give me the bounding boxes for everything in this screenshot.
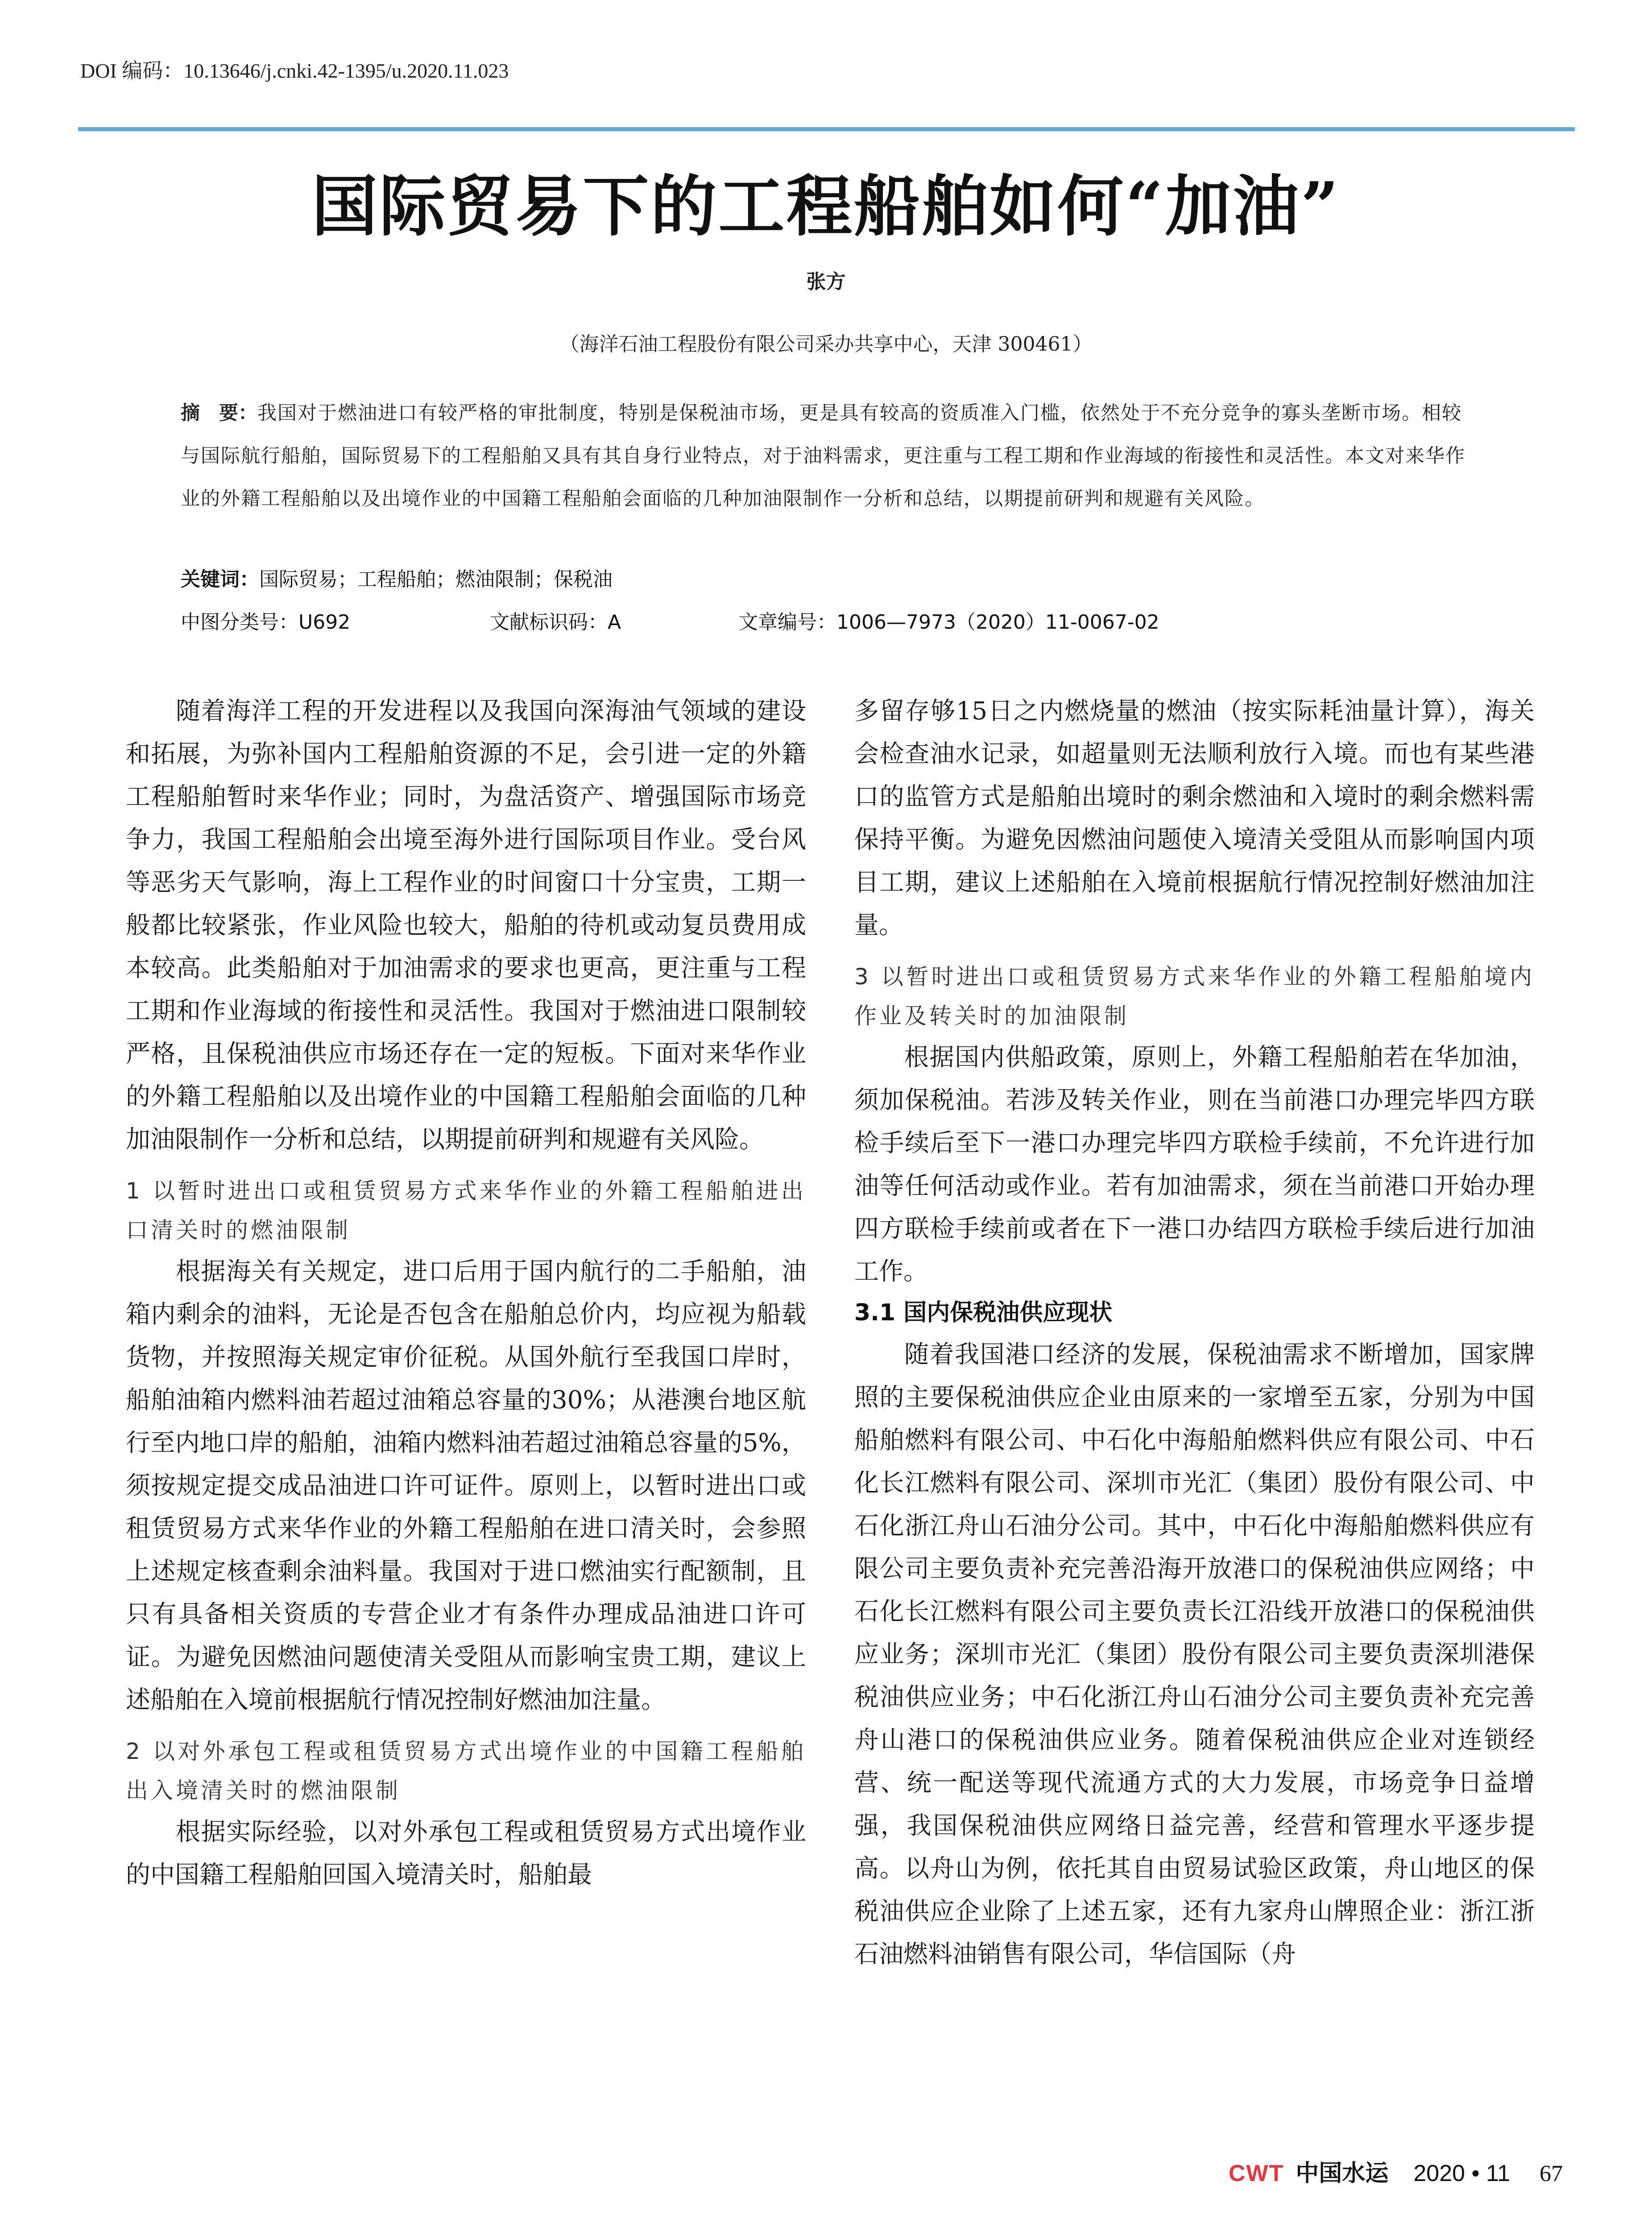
clc-number: 中图分类号：U692 (181, 611, 351, 634)
keywords-text: 国际贸易；工程船舶；燃油限制；保税油 (259, 568, 613, 591)
section-3-heading: 3 以暂时进出口或租赁贸易方式来华作业的外籍工程船舶境内作业及转关时的加油限制 (854, 964, 1535, 1029)
section-2-paragraph: 根据实际经验，以对外承包工程或租赁贸易方式出境作业的中国籍工程船舶回国入境清关时，船舶最 (126, 1817, 806, 1889)
doi-code: DOI 编码：10.13646/j.cnki.42-1395/u.2020.11.023 (80, 59, 509, 82)
continued-paragraph: 多留存够15日之内燃烧量的燃油（按实际耗油量计算），海关会检查油水记录，如超量则无法顺利放行入境。而也有某些港口的监管方式是船舶出境时的剩余燃油和入境时的剩余燃料需保持平衡。为避免因燃油问题使入境清关受阻从而影响国内项目工期，建议上述船舶在入境前根据航行情况控制好燃油加注量。 (854, 697, 1535, 939)
section-3-paragraph: 根据国内供船政策，原则上，外籍工程船舶若在华加油，须加保税油。若涉及转关作业，则在当前港口办理完毕四方联检手续后至下一港口办理完毕四方联检手续前，不允许进行加油等任何活动或作业。若有加油需求，须在当前港口开始办理四方联检手续前或者在下一港口办结四方联检手续后进行加油工作。 (854, 1043, 1535, 1286)
journal-name: 中国水运 (1296, 2160, 1389, 2187)
section-3-1-heading: 3.1 国内保税油供应现状 (854, 1299, 1113, 1326)
abstract-text: 我国对于燃油进口有较严格的审批制度，特别是保税油市场，更是具有较高的资质准入门槛，依然处于不充分竞争的寡头垄断市场。相较与国际航行船舶，国际贸易下的工程船舶又具有其自身行业特点，对于油料需求，更注重与工程工期和作业海域的衔接性和灵活性。本文对来华作业的外籍工程船舶以及出境作业的中国籍工程船舶会面临的几种加油限制作一分析和总结，以期提前研判和规避有关风险。 (181, 402, 1466, 510)
intro-paragraph: 随着海洋工程的开发进程以及我国向深海油气领域的建设和拓展，为弥补国内工程船舶资源的不足，会引进一定的外籍工程船舶暂时来华作业；同时，为盘活资产、增强国际市场竞争力，我国工程船舶会出境至海外进行国际项目作业。受台风等恶劣天气影响，海上工程作业的时间窗口十分宝贵，工期一般都比较紧张，作业风险也较大，船舶的待机或动复员费用成本较高。此类船舶对于加油需求的要求也更高，更注重与工程工期和作业海域的衔接性和灵活性。我国对于燃油进口限制较严格，且保税油供应市场还存在一定的短板。下面对来华作业的外籍工程船舶以及出境作业的中国籍工程船舶会面临的几种加油限制作一分析和总结，以期提前研判和规避有关风险。 (126, 697, 806, 1153)
body-column-left (126, 689, 806, 1896)
section-1-paragraph: 根据海关有关规定，进口后用于国内航行的二手船舶，油箱内剩余的油料，无论是否包含在船舶总价内，均应视为船载货物，并按照海关规定审价征税。从国外航行至我国口岸时，船舶油箱内燃料油若超过油箱总容量的30%；从港澳台地区航行至内地口岸的船舶，油箱内燃料油若超过油箱总容量的5%，须按规定提交成品油进口许可证件。原则上，以暂时进出口或租赁贸易方式来华作业的外籍工程船舶在进口清关时，会参照上述规定核查剩余油料量。我国对于进口燃油实行配额制，且只有具备相关资质的专营企业才有条件办理成品油进口许可证。为避免因燃油问题使清关受阻从而影响宝贵工期，建议上述船舶在入境前根据航行情况控制好燃油加注量。 (126, 1257, 806, 1714)
document-code: 文献标识码：A (490, 611, 621, 634)
article-number: 文章编号：1006—7973（2020）11-0067-02 (738, 611, 1159, 634)
header-rule (78, 127, 1575, 131)
keywords-line (181, 563, 613, 592)
body-column-right (854, 689, 1535, 1975)
journal-logo: CWT (1228, 2161, 1284, 2186)
issue-number: 2020 • 11 (1413, 2161, 1510, 2186)
page-number: 67 (1540, 2161, 1563, 2186)
keywords-label: 关键词： (181, 568, 259, 591)
abstract-label: 摘 要： (181, 402, 257, 424)
section-3-1-paragraph: 随着我国港口经济的发展，保税油需求不断增加，国家牌照的主要保税油供应企业由原来的一家增至五家，分别为中国船舶燃料有限公司、中石化中海船舶燃料供应有限公司、中石化长江燃料有限公司、深圳市光汇（集团）股份有限公司、中石化浙江舟山石油分公司。其中，中石化中海船舶燃料供应有限公司主要负责补充完善沿海开放港口的保税油供应网络；中石化长江燃料有限公司主要负责长江沿线开放港口的保税油供应业务；深圳市光汇（集团）股份有限公司主要负责深圳港保税油供应业务；中石化浙江舟山石油分公司主要负责补充完善舟山港口的保税油供应业务。随着保税油供应企业对连锁经营、统一配送等现代流通方式的大力发展，市场竞争日益增强，我国保税油供应网络日益完善，经营和管理水平逐步提高。以舟山为例，依托其自由贸易试验区政策，舟山地区的保税油供应企业除了上述五家，还有九家舟山牌照企业：浙江浙石油燃料油销售有限公司，华信国际（舟 (854, 1340, 1535, 1968)
section-2-heading: 2 以对外承包工程或租赁贸易方式出境作业的中国籍工程船舶出入境清关时的燃油限制 (126, 1738, 806, 1804)
section-1-heading: 1 以暂时进出口或租赁贸易方式来华作业的外籍工程船舶进出口清关时的燃油限制 (126, 1178, 806, 1243)
author-affiliation: （海洋石油工程股份有限公司采办共享中心，天津 300461） (559, 333, 1093, 356)
abstract-block (181, 392, 1474, 520)
author-name: 张方 (806, 270, 846, 293)
page-footer (1229, 2154, 1563, 2188)
article-title: 国际贸易下的工程船舶如何“加油” (311, 167, 1341, 245)
